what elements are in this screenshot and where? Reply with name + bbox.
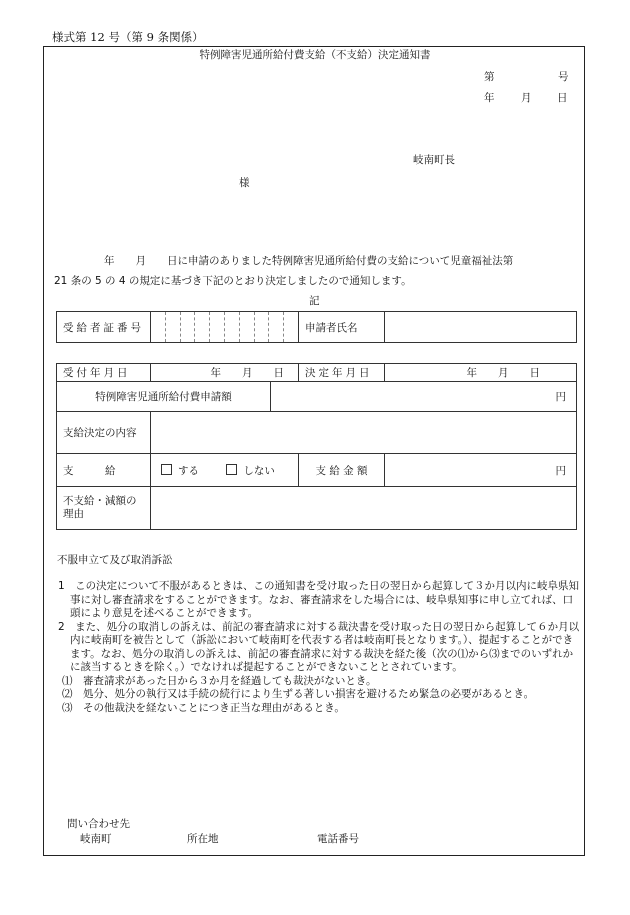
doc-date-year: 年 [484, 92, 495, 104]
cert-number-label: 受給者証番号 [57, 312, 151, 343]
option-yes-label: する [178, 464, 199, 477]
decision-content-label: 支給決定の内容 [57, 412, 151, 454]
doc-date-month: 月 [521, 92, 532, 104]
reason-field[interactable] [151, 487, 577, 530]
appeal-item-1: 1 この決定について不服があるときは、この通知書を受け取った日の翌日から起算して３か月以内に岐阜県知事に対し審査請求をすることができます。なお、審査請求をした場合には、岐阜県知事に申し立てれば、口頭により意見を述べることができます。 [58, 580, 579, 619]
paid-amount-field[interactable] [385, 454, 577, 487]
received-date-value[interactable]: 年 月 日 [151, 364, 299, 382]
applicant-name-field[interactable] [385, 312, 577, 343]
option-no-label: しない [243, 464, 275, 477]
paid-amount-label: 支 給 金 額 [299, 454, 385, 487]
doc-date-day: 日 [557, 92, 568, 104]
shikyu-options [151, 454, 299, 487]
cert-number-digits [151, 312, 298, 342]
appeal-subitem-1: ⑴ 審査請求があった日から３か月を経過しても裁決がないとき。 [62, 674, 377, 687]
decided-date-label: 決定年月日 [299, 364, 385, 382]
form-number: 様式第 12 号（第 9 条関係） [52, 30, 204, 44]
checkbox-yes[interactable] [161, 464, 172, 475]
recipient-suffix: 様 [239, 177, 250, 189]
decision-table [56, 363, 577, 530]
appeal-heading: 不服申立て及び取消訴訟 [57, 554, 173, 566]
reason-label: 不支給・減額の理由 [57, 487, 151, 530]
intro-line-1: 年 月 日に申請のありました特例障害児通所給付費の支給について児童福祉法第 [104, 255, 514, 267]
requested-amount-field[interactable] [271, 382, 577, 412]
recipient-table [56, 311, 577, 343]
decided-date-value[interactable]: 年 月 日 [385, 364, 577, 382]
contact-address-label: 所在地 [187, 833, 219, 845]
contact-phone-label: 電話番号 [317, 833, 359, 845]
contact-heading: 問い合わせ先 [67, 818, 130, 830]
appeal-body [58, 580, 583, 715]
requested-amount-label: 特例障害児通所給付費申請額 [57, 382, 271, 412]
appeal-subitem-2: ⑵ 処分、処分の執行又は手続の続行により生ずる著しい損害を避けるため緊急の必要があるとき。 [62, 688, 535, 700]
received-date-label: 受付年月日 [57, 364, 151, 382]
intro-line-2: 21 条の 5 の 4 の規定に基づき下記のとおり決定しましたので通知します。 [54, 275, 412, 287]
appeal-subitem-3: ⑶ その他裁決を経ないことにつき正当な理由があるとき。 [62, 701, 345, 714]
yen-unit-2: 円 [555, 464, 566, 477]
cert-number-field[interactable] [151, 312, 299, 343]
checkbox-no[interactable] [226, 464, 237, 475]
yen-unit-1: 円 [555, 391, 566, 403]
applicant-name-label: 申請者氏名 [299, 312, 385, 343]
doc-no-dai: 第 [484, 71, 495, 83]
doc-no-go: 号 [558, 71, 569, 83]
ki-label: 記 [309, 295, 320, 307]
document-title: 特例障害児通所給付費支給（不支給）決定通知書 [199, 49, 431, 61]
decision-content-field[interactable] [151, 412, 577, 454]
appeal-item-2: 2 また、処分の取消しの訴えは、前記の審査請求に対する裁決書を受け取った日の翌日から起算して６か月以内に岐南町を被告として（訴訟において岐南町を代表する者は岐南町長となります。）、提起することができます。なお、処分の取消しの訴えは、前記の審査請求に対する裁決を経た後（次の⑴から⑶までのいずれかに該当するときを除く。）でなければ提起することができないこととされています。 [58, 620, 580, 673]
shikyu-label: 支 給 [57, 454, 151, 487]
contact-town: 岐南町 [80, 833, 112, 845]
issuer-name: 岐南町長 [413, 154, 455, 166]
